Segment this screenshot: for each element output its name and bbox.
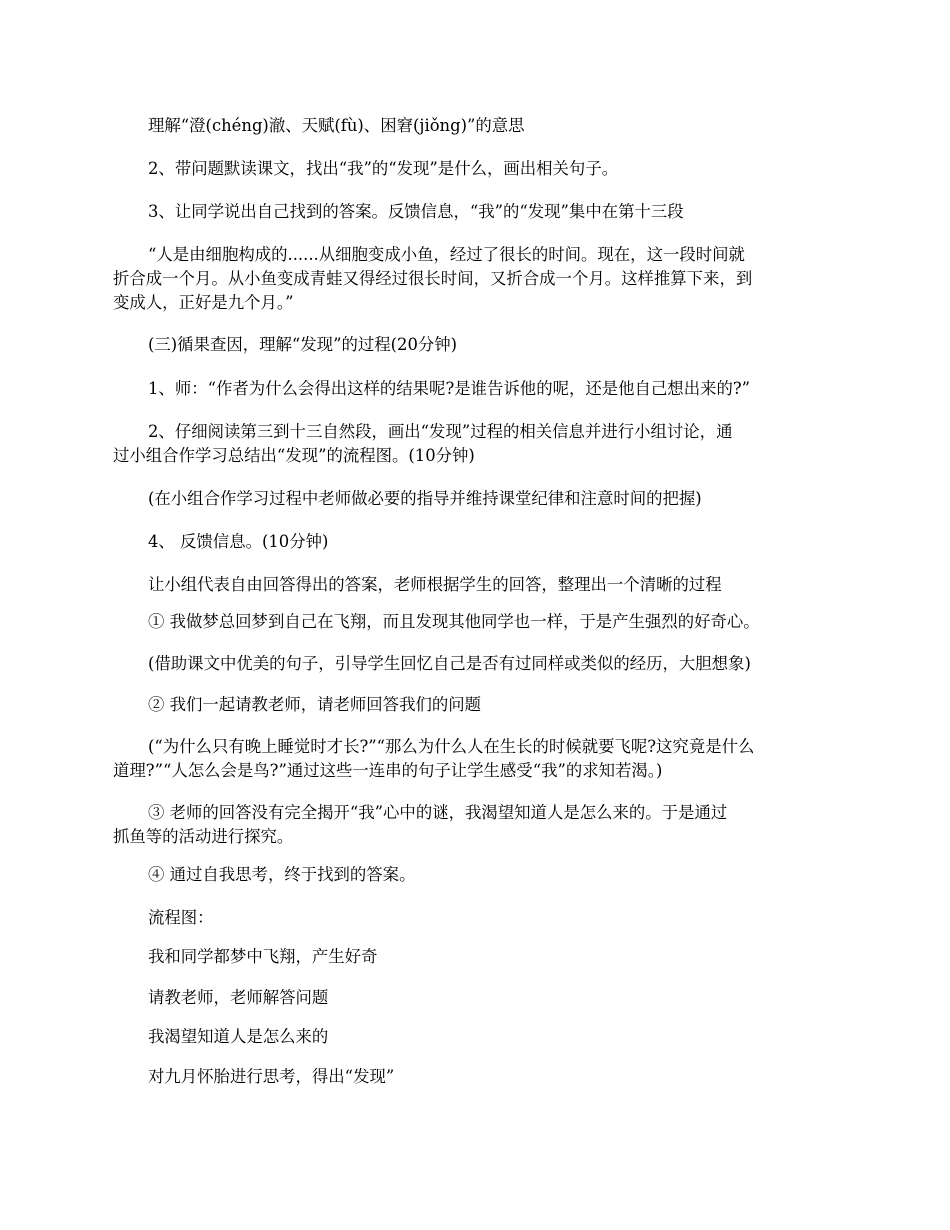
- text-line: 理解“澄(chéng)澈、天赋(fù)、困窘(jiǒng)”的意思: [148, 116, 525, 135]
- paragraph-questions: [113, 735, 838, 783]
- text-line: 道理?”“人怎么会是鸟?”通过这些一连串的句子让学生感受“我”的求知若渴。): [113, 761, 663, 780]
- paragraph-group-reading: [113, 420, 838, 468]
- list-item-1: [113, 610, 838, 634]
- text-line: 我和同学都梦中飞翔，产生好奇: [148, 947, 378, 966]
- text-line: (借助课文中优美的句子，引导学生回忆自己是否有过同样或类似的经历，大胆想象): [148, 654, 751, 673]
- text-line: 4、 反馈信息。(10分钟): [148, 532, 329, 551]
- text-line: 变成人，正好是九个月。”: [113, 293, 294, 312]
- flowchart-step-2: [113, 986, 838, 1010]
- flowchart-heading: [113, 906, 838, 930]
- text-line: 我渴望知道人是怎么来的: [148, 1027, 329, 1046]
- text-line: ① 我做梦总回梦到自己在飞翔，而且发现其他同学也一样，于是产生强烈的好奇心。: [148, 612, 760, 631]
- text-line: ③ 老师的回答没有完全揭开“我”心中的谜，我渴望知道人是怎么来的。于是通过: [148, 803, 728, 822]
- text-line: 抓鱼等的活动进行探究。: [113, 827, 294, 846]
- text-line: 3、让同学说出自己找到的答案。反馈信息，“我”的“发现”集中在第十三段: [148, 202, 684, 221]
- text-line: 过小组合作学习总结出“发现”的流程图。(10分钟): [113, 446, 475, 465]
- list-item-4: [113, 863, 838, 887]
- text-line: 2、带问题默读课文，找出“我”的“发现”是什么，画出相关句子。: [148, 159, 619, 178]
- paragraph-word-meanings: [113, 114, 838, 138]
- flowchart-step-1: [113, 945, 838, 969]
- paragraph-teacher-question: [113, 377, 838, 401]
- text-line: (三)循果查因，理解“发现”的过程(20分钟): [148, 335, 458, 354]
- text-line: (在小组合作学习过程中老师做必要的指导并维持课堂纪律和注意时间的把握): [148, 489, 702, 508]
- text-line: “人是由细胞构成的......从细胞变成小鱼，经过了很长的时间。现在，这一段时间就: [148, 245, 745, 264]
- text-line: 2、仔细阅读第三到十三自然段，画出“发现”过程的相关信息并进行小组讨论，通: [148, 422, 733, 441]
- text-line: (“为什么只有晚上睡觉时才长?”“那么为什么人在生长的时候就要飞呢?这究竟是什么: [148, 737, 755, 756]
- paragraph-step-3: [113, 200, 838, 224]
- text-line: 流程图：: [148, 908, 214, 927]
- text-line: 折合成一个月。从小鱼变成青蛙又得经过很长时间，又折合成一个月。这样推算下来，到: [113, 269, 753, 288]
- text-line: ② 我们一起请教老师，请老师回答我们的问题: [148, 695, 482, 714]
- paragraph-note-imagine: [113, 652, 838, 676]
- list-item-3: [113, 801, 838, 849]
- paragraph-group-note: [113, 487, 838, 511]
- text-line: 请教老师，老师解答问题: [148, 988, 329, 1007]
- flowchart-step-3: [113, 1025, 838, 1049]
- text-line: 1、师：“作者为什么会得出这样的结果呢?是谁告诉他的呢，还是他自己想出来的?”: [148, 379, 751, 398]
- paragraph-step-2: [113, 157, 838, 181]
- paragraph-quote-cells: [113, 243, 838, 315]
- paragraph-group-answer: [113, 573, 838, 597]
- text-line: 让小组代表自由回答得出的答案，老师根据学生的回答，整理出一个清晰的过程: [148, 575, 722, 594]
- flowchart-step-4: [113, 1065, 838, 1089]
- list-item-2: [113, 693, 838, 717]
- section-heading-3: [113, 333, 838, 357]
- paragraph-step-4: [113, 530, 838, 554]
- text-line: 对九月怀胎进行思考，得出“发现”: [148, 1067, 395, 1086]
- text-line: ④ 通过自我思考，终于找到的答案。: [148, 865, 416, 884]
